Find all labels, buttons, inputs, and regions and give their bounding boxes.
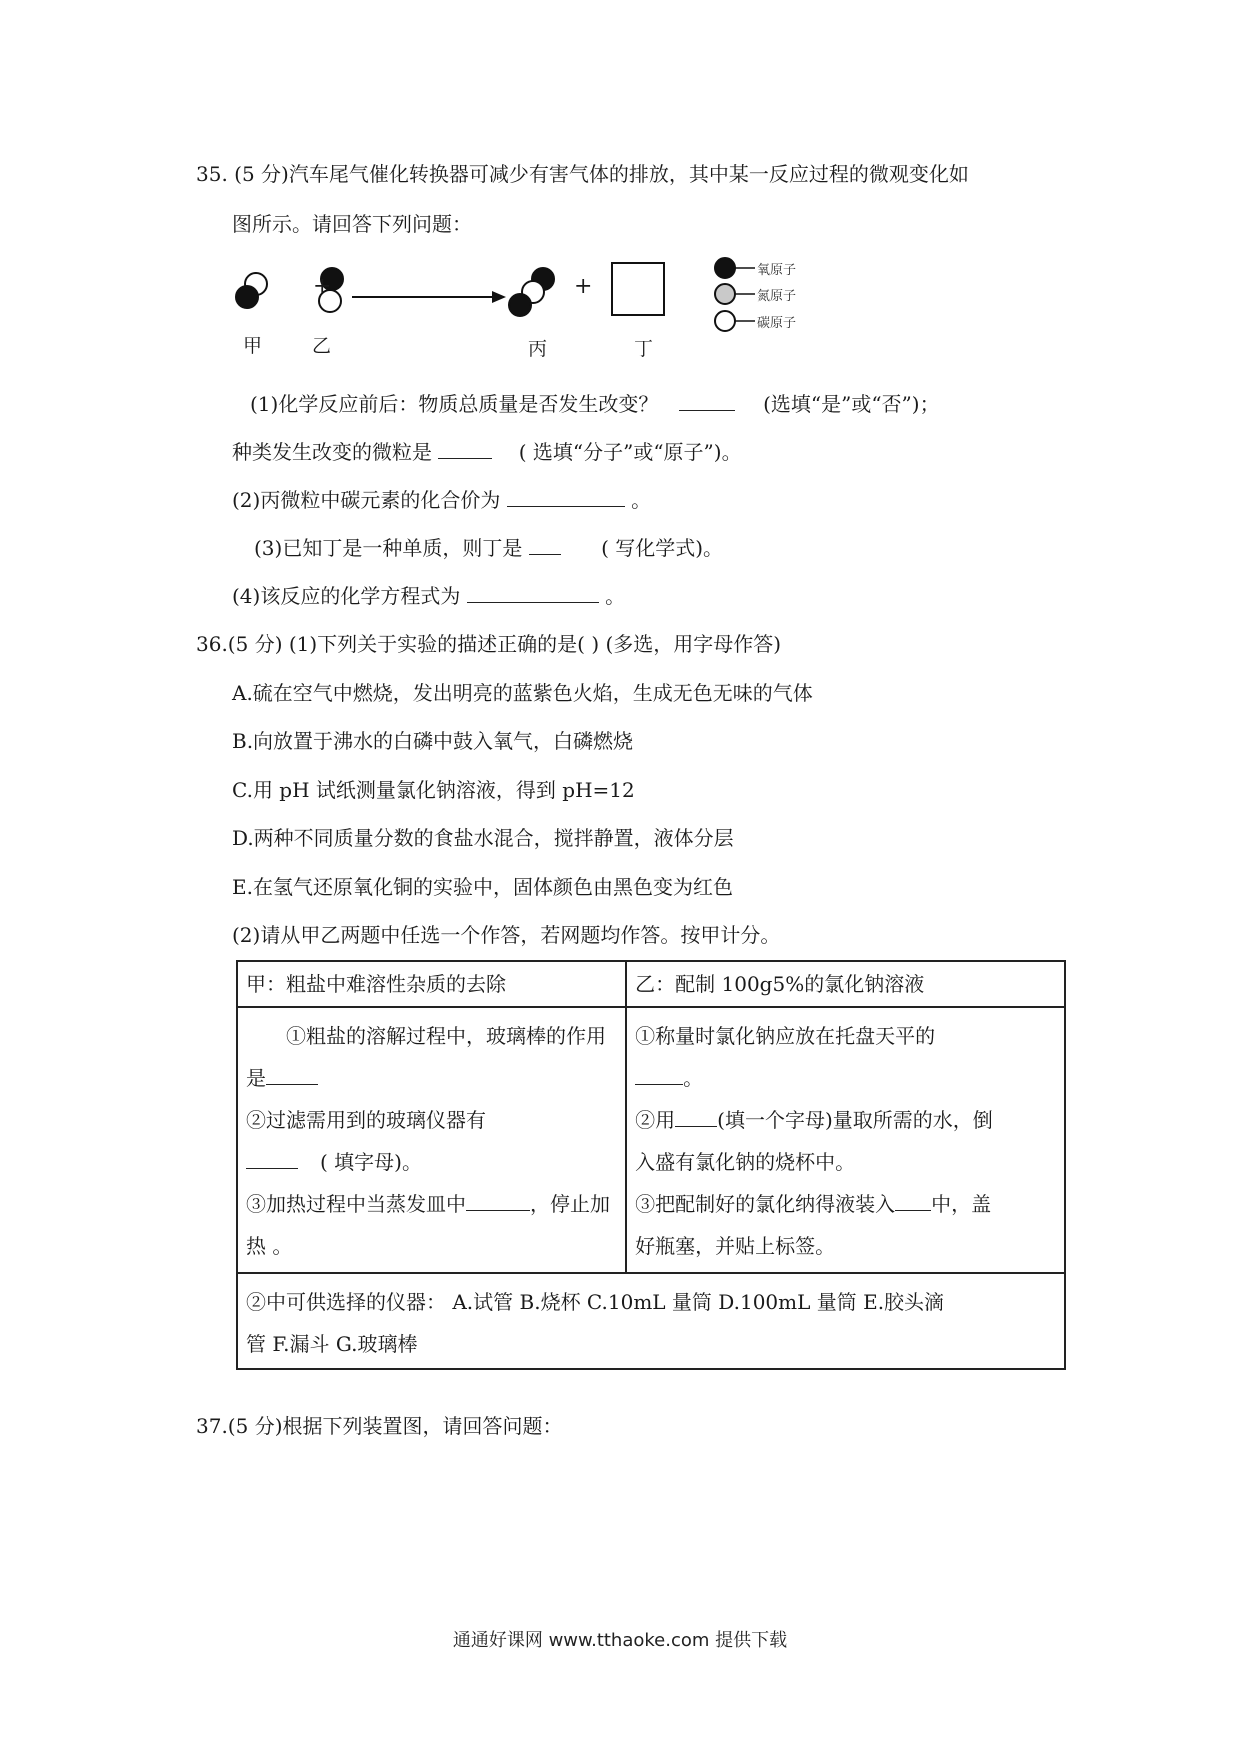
table-footer-row <box>237 1273 1065 1369</box>
molecule-ding-box <box>612 263 664 315</box>
jia-item2-tail: ( 填字母)。 <box>320 1150 422 1174</box>
reaction-diagram <box>230 255 870 365</box>
instruments-line1: ②中可供选择的仪器： A.试管 B.烧杯 C.10mL 量筒 D.100mL 量筒 E.胶头滴 <box>246 1290 945 1314</box>
molecule-bing <box>509 268 554 316</box>
legend-oxygen-label: 氧原子 <box>757 263 797 278</box>
plus-sign-1: + <box>313 274 332 299</box>
q36-part2: (2)请从甲乙两题中任选一个作答，若网题均作答。按甲计分。 <box>232 923 781 947</box>
q36-option-a: A.硫在空气中燃烧，发出明亮的蓝紫色火焰，生成无色无味的气体 <box>232 681 813 705</box>
answer-blank-pan[interactable] <box>635 1064 683 1085</box>
plus-sign-2: + <box>574 274 593 299</box>
answer-blank-particle[interactable] <box>438 438 492 459</box>
answer-blank-evaporation[interactable] <box>466 1190 530 1211</box>
cell-jia <box>237 1007 626 1273</box>
yi-item2 <box>635 1106 1056 1134</box>
q35-part1-text: (1)化学反应前后：物质总质量是否发生改变？ <box>250 392 659 416</box>
jia-item3-tail: ，停止加 <box>530 1192 610 1216</box>
legend-carbon-label: 碳原子 <box>757 316 797 331</box>
q36-option-c: C.用 pH 试纸测量氯化钠溶液，得到 pH=12 <box>232 778 635 802</box>
page-footer: 通通好课网 www.tthaoke.com 提供下载 <box>452 1630 788 1651</box>
yi-item1-cont <box>635 1064 1056 1092</box>
q35-part1-line2 <box>232 438 742 466</box>
header-jia: 甲：粗盐中难溶性杂质的去除 <box>237 961 626 1007</box>
q35-part2-tail: 。 <box>631 488 652 512</box>
jia-item1: ①粗盐的溶解过程中，玻璃棒的作用 <box>286 1024 606 1048</box>
q35-part1-tail: (选填“是”或“否”)； <box>763 392 940 416</box>
label-jia: 甲 <box>243 335 263 357</box>
q36-option-d: D.两种不同质量分数的食盐水混合，搅拌静置，液体分层 <box>232 826 734 850</box>
q35-particle-tail: ( 选填“分子”或“原子”)。 <box>518 440 742 464</box>
jia-item2: ②过滤需用到的玻璃仪器有 <box>246 1108 486 1132</box>
q36-option-b: B.向放置于沸水的白磷中鼓入氧气，白磷燃烧 <box>232 729 634 753</box>
answer-blank-mass[interactable] <box>679 390 735 411</box>
legend <box>715 258 755 331</box>
yi-item1: ①称量时氯化钠应放在托盘天平的 <box>635 1024 936 1048</box>
q36-intro: 36.(5 分) (1)下列关于实验的描述正确的是( ) (多选，用字母作答) <box>196 632 782 656</box>
q37-intro: 37.(5 分)根据下列装置图，请回答问题： <box>196 1414 563 1438</box>
legend-nitrogen-label: 氮原子 <box>757 289 797 304</box>
q35-particle-text: 种类发生改变的微粒是 <box>232 440 432 464</box>
yi-item1-tail: 。 <box>683 1066 704 1090</box>
answer-blank-equation[interactable] <box>467 582 599 603</box>
jia-item2-cont <box>246 1148 617 1176</box>
yi-item2-text: ②用 <box>635 1108 676 1132</box>
q35-part4 <box>232 582 625 610</box>
yi-item3-tail: 中，盖 <box>931 1192 992 1216</box>
q35-part3 <box>254 534 723 562</box>
q35-part3-tail: ( 写化学式)。 <box>601 536 724 560</box>
yi-item3 <box>635 1190 1056 1218</box>
jia-item1-cont <box>246 1064 617 1092</box>
answer-blank-formula[interactable] <box>529 534 561 555</box>
q35-intro-line1: 35. (5 分)汽车尾气催化转换器可减少有害气体的排放，其中某一反应过程的微观变化如 <box>196 162 969 186</box>
q35-part4-tail: 。 <box>605 584 626 608</box>
instruments-line2: 管 F.漏斗 G.玻璃棒 <box>246 1332 418 1356</box>
q36-choice-table <box>236 960 1066 1370</box>
cell-yi <box>626 1007 1065 1273</box>
molecule-jia <box>236 273 267 308</box>
legend-oxygen-icon <box>715 258 735 278</box>
yi-item3-text: ③把配制好的氯化纳得液装入 <box>635 1192 896 1216</box>
q35-part2-text: (2)丙微粒中碳元素的化合价为 <box>232 488 501 512</box>
label-ding: 丁 <box>634 338 654 360</box>
jia-item3 <box>246 1190 617 1218</box>
answer-blank-instruments[interactable] <box>246 1148 298 1169</box>
table-body-row <box>237 1007 1065 1273</box>
legend-carbon-icon <box>715 311 735 331</box>
answer-blank-valence[interactable] <box>507 486 625 507</box>
header-yi: 乙：配制 100g5%的氯化钠溶液 <box>626 961 1065 1007</box>
q35-part2 <box>232 486 651 514</box>
answer-blank-container[interactable] <box>895 1190 931 1211</box>
q35-intro-line2: 图所示。请回答下列问题： <box>232 212 472 236</box>
q35-part3-text: (3)已知丁是一种单质，则丁是 <box>254 536 523 560</box>
answer-blank-glassrod[interactable] <box>266 1064 318 1085</box>
yi-item2-tail: (填一个字母)量取所需的水，倒 <box>717 1108 993 1132</box>
label-bing: 丙 <box>528 338 548 360</box>
q35-part1-line1 <box>250 390 940 418</box>
yi-item3-cont: 好瓶塞，并贴上标签。 <box>635 1234 836 1258</box>
yi-item2-cont: 入盛有氯化钠的烧杯中。 <box>635 1150 856 1174</box>
jia-item3-text: ③加热过程中当蒸发皿中 <box>246 1192 466 1216</box>
q36-option-e: E.在氢气还原氧化铜的实验中，固体颜色由黑色变为红色 <box>232 875 733 899</box>
q35-part4-text: (4)该反应的化学方程式为 <box>232 584 461 608</box>
label-yi: 乙 <box>312 335 332 357</box>
answer-blank-cylinder[interactable] <box>675 1106 717 1127</box>
jia-item3-cont: 热 。 <box>246 1234 293 1258</box>
table-header-row <box>237 961 1065 1007</box>
cell-instruments <box>237 1273 1065 1369</box>
legend-nitrogen-icon <box>715 284 735 304</box>
reaction-arrow <box>352 291 506 303</box>
jia-item1-text: 是 <box>246 1066 266 1090</box>
